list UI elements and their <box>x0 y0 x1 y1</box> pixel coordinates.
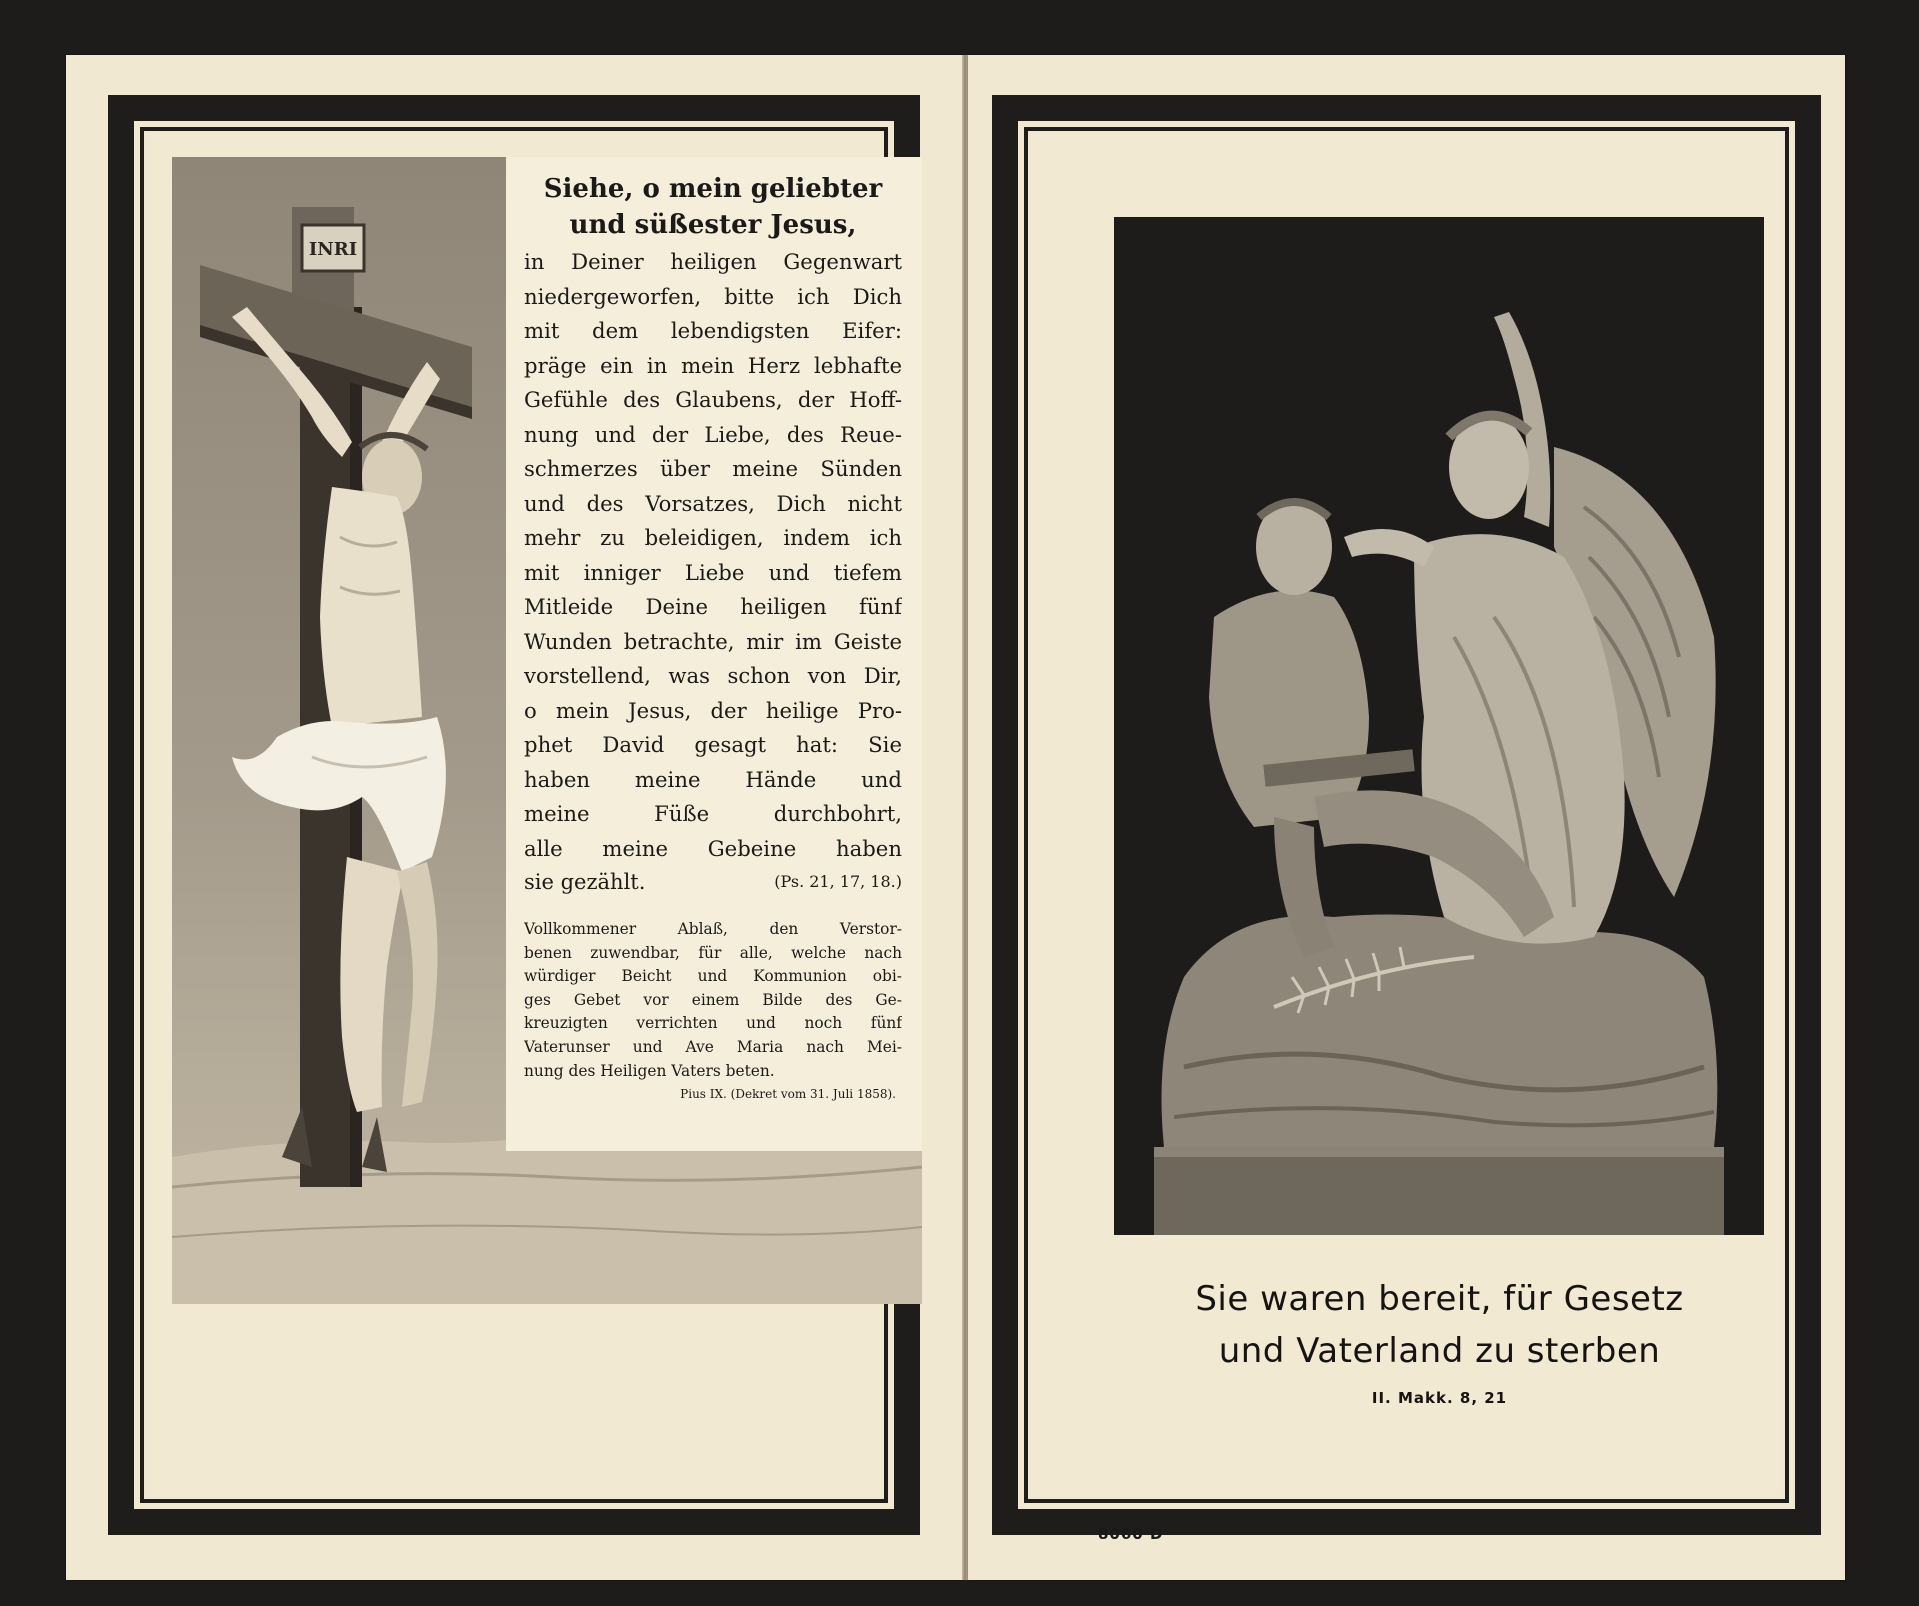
prayer-title-line-2: und süßester Jesus, <box>569 210 857 240</box>
motto-line-1: Sie waren bereit, für Gesetz <box>1195 1279 1684 1319</box>
left-mourning-border <box>108 95 920 1535</box>
prayer-line: Gefühle des Glaubens, der Hoff- <box>524 387 902 412</box>
prayer-line: und des Vorsatzes, Dich nicht <box>524 490 902 516</box>
indulgence-line: Vaterunser und Ave Maria nach Mei- <box>524 1037 902 1056</box>
indulgence-line: benen zuwendbar, für alle, welche nach <box>524 943 902 962</box>
prayer-line: Mitleide Deine heiligen fünf <box>524 594 902 619</box>
prayer-line: präge ein in mein Herz lebhafte <box>524 352 902 378</box>
left-card-page <box>66 55 962 1580</box>
prayer-line: vorstellend, was schon von Dir, <box>524 663 902 688</box>
indulgence-line: nung des Heiligen Vaters beten. <box>524 1061 775 1080</box>
prayer-closing-row <box>524 866 902 898</box>
indulgence-line: kreuzigten verrichten und noch fünf <box>524 1014 902 1033</box>
psalm-reference: (Ps. 21, 17, 18.) <box>774 872 902 891</box>
inri-inscription: INRI <box>308 239 358 260</box>
right-card-page <box>968 55 1845 1580</box>
prayer-line: in Deiner heiligen Gegenwart <box>524 249 902 274</box>
prayer-line: niedergeworfen, bitte ich Dich <box>524 283 902 309</box>
indulgence-line: ges Gebet vor einem Bilde des Ge- <box>524 990 902 1009</box>
prayer-line: haben meine Hände und <box>524 766 902 792</box>
prayer-line: nung und der Liebe, des Reue- <box>524 421 902 447</box>
prayer-body <box>524 245 902 898</box>
motto-line-2: und Vaterland zu sterben <box>1218 1331 1661 1371</box>
prayer-line: schmerzes über meine Sünden <box>524 456 902 481</box>
prayer-title-line-1: Siehe, o mein geliebter <box>543 174 883 204</box>
angel-soldier-illustration <box>1114 217 1764 1235</box>
indulgence-line: würdiger Beicht und Kommunion obi- <box>524 967 902 986</box>
prayer-line: meine Füße durchbohrt, <box>524 801 902 826</box>
angel-soldier-sculpture-image <box>1114 217 1764 1235</box>
prayer-line: phet David gesagt hat: Sie <box>524 732 902 757</box>
prayer-line: alle meine Gebeine haben <box>524 835 902 861</box>
prayer-title <box>524 171 902 243</box>
prayer-line: mehr zu beleidigen, indem ich <box>524 525 902 550</box>
right-inner-area <box>1032 135 1781 1543</box>
prayer-last-line: sie gezählt. <box>524 870 646 894</box>
print-code: 8060 D <box>1098 1525 1164 1543</box>
left-inner-area <box>148 135 902 1495</box>
scripture-reference: II. Makk. 8, 21 <box>1371 1389 1508 1407</box>
prayer-text-box <box>506 157 922 1151</box>
prayer-line: o mein Jesus, der heilige Pro- <box>524 697 902 723</box>
prayer-line: Wunden betrachte, mir im Geiste <box>524 628 902 654</box>
decree-citation: Pius IX. (Dekret vom 31. Juli 1858). <box>680 1087 896 1102</box>
prayer-line: mit dem lebendigsten Eifer: <box>524 318 902 343</box>
indulgence-note <box>524 918 902 1083</box>
motto-block <box>1092 1273 1787 1407</box>
prayer-line: mit inniger Liebe und tiefem <box>524 559 902 585</box>
indulgence-line: Vollkommener Ablaß, den Verstor- <box>524 920 902 938</box>
right-mourning-border <box>992 95 1821 1543</box>
